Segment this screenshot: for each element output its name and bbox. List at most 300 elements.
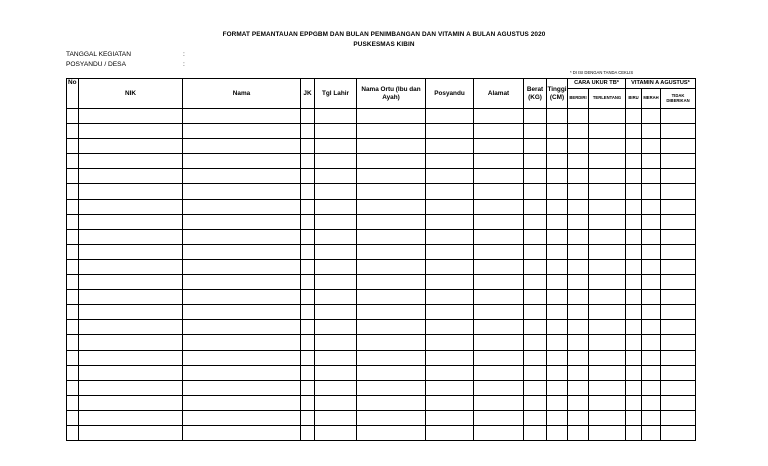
table-cell[interactable]	[547, 109, 568, 124]
table-cell[interactable]	[568, 335, 589, 350]
table-cell[interactable]	[589, 365, 626, 380]
table-cell[interactable]	[183, 109, 301, 124]
table-cell[interactable]	[661, 139, 696, 154]
table-cell[interactable]	[642, 229, 661, 244]
table-cell[interactable]	[474, 154, 524, 169]
table-cell[interactable]	[642, 184, 661, 199]
table-cell[interactable]	[357, 425, 426, 440]
table-cell[interactable]	[524, 380, 547, 395]
table-cell[interactable]	[568, 229, 589, 244]
table-cell[interactable]	[183, 199, 301, 214]
table-cell[interactable]	[301, 350, 315, 365]
table-cell[interactable]	[547, 425, 568, 440]
table-cell[interactable]	[183, 184, 301, 199]
table-cell[interactable]	[79, 320, 183, 335]
table-cell[interactable]	[661, 169, 696, 184]
table-cell[interactable]	[568, 380, 589, 395]
table-cell[interactable]	[357, 259, 426, 274]
table-cell[interactable]	[626, 425, 642, 440]
table-cell[interactable]	[183, 229, 301, 244]
table-cell[interactable]	[79, 199, 183, 214]
table-cell[interactable]	[642, 244, 661, 259]
table-cell[interactable]	[589, 259, 626, 274]
table-cell[interactable]	[315, 365, 357, 380]
table-cell[interactable]	[474, 169, 524, 184]
table-cell[interactable]	[547, 214, 568, 229]
table-cell[interactable]	[589, 124, 626, 139]
table-cell[interactable]	[426, 335, 474, 350]
table-cell[interactable]	[79, 335, 183, 350]
table-cell[interactable]	[67, 275, 79, 290]
table-cell[interactable]	[626, 305, 642, 320]
table-cell[interactable]	[426, 184, 474, 199]
table-cell[interactable]	[79, 275, 183, 290]
table-cell[interactable]	[568, 214, 589, 229]
table-cell[interactable]	[301, 199, 315, 214]
table-cell[interactable]	[315, 199, 357, 214]
table-cell[interactable]	[661, 395, 696, 410]
table-cell[interactable]	[568, 169, 589, 184]
table-cell[interactable]	[301, 410, 315, 425]
table-cell[interactable]	[315, 184, 357, 199]
table-cell[interactable]	[568, 395, 589, 410]
table-cell[interactable]	[547, 184, 568, 199]
table-cell[interactable]	[524, 139, 547, 154]
table-cell[interactable]	[626, 410, 642, 425]
table-cell[interactable]	[524, 199, 547, 214]
table-cell[interactable]	[661, 335, 696, 350]
table-cell[interactable]	[357, 169, 426, 184]
table-cell[interactable]	[547, 154, 568, 169]
table-cell[interactable]	[183, 124, 301, 139]
table-cell[interactable]	[315, 214, 357, 229]
table-cell[interactable]	[79, 139, 183, 154]
table-cell[interactable]	[474, 139, 524, 154]
table-cell[interactable]	[315, 290, 357, 305]
table-cell[interactable]	[426, 275, 474, 290]
table-cell[interactable]	[642, 154, 661, 169]
table-cell[interactable]	[426, 290, 474, 305]
table-cell[interactable]	[301, 244, 315, 259]
table-cell[interactable]	[67, 214, 79, 229]
table-cell[interactable]	[589, 305, 626, 320]
table-cell[interactable]	[301, 365, 315, 380]
table-cell[interactable]	[315, 425, 357, 440]
table-cell[interactable]	[642, 410, 661, 425]
table-cell[interactable]	[315, 139, 357, 154]
table-cell[interactable]	[474, 259, 524, 274]
table-cell[interactable]	[426, 139, 474, 154]
table-cell[interactable]	[357, 214, 426, 229]
table-cell[interactable]	[301, 139, 315, 154]
table-cell[interactable]	[642, 290, 661, 305]
table-cell[interactable]	[524, 244, 547, 259]
table-cell[interactable]	[547, 244, 568, 259]
table-cell[interactable]	[568, 259, 589, 274]
table-cell[interactable]	[315, 410, 357, 425]
table-cell[interactable]	[568, 365, 589, 380]
table-cell[interactable]	[426, 380, 474, 395]
table-cell[interactable]	[626, 184, 642, 199]
table-cell[interactable]	[589, 214, 626, 229]
table-cell[interactable]	[183, 365, 301, 380]
table-cell[interactable]	[547, 335, 568, 350]
table-cell[interactable]	[589, 380, 626, 395]
table-cell[interactable]	[568, 410, 589, 425]
table-cell[interactable]	[67, 395, 79, 410]
table-cell[interactable]	[357, 229, 426, 244]
table-cell[interactable]	[524, 365, 547, 380]
table-cell[interactable]	[524, 350, 547, 365]
table-cell[interactable]	[301, 214, 315, 229]
table-cell[interactable]	[474, 320, 524, 335]
table-cell[interactable]	[67, 229, 79, 244]
table-cell[interactable]	[661, 275, 696, 290]
table-cell[interactable]	[642, 365, 661, 380]
table-cell[interactable]	[589, 229, 626, 244]
table-cell[interactable]	[357, 380, 426, 395]
table-cell[interactable]	[524, 259, 547, 274]
table-cell[interactable]	[547, 365, 568, 380]
table-cell[interactable]	[661, 229, 696, 244]
table-cell[interactable]	[183, 139, 301, 154]
table-cell[interactable]	[589, 425, 626, 440]
table-cell[interactable]	[589, 275, 626, 290]
table-cell[interactable]	[568, 425, 589, 440]
table-cell[interactable]	[301, 290, 315, 305]
table-cell[interactable]	[357, 350, 426, 365]
table-cell[interactable]	[547, 395, 568, 410]
table-cell[interactable]	[301, 425, 315, 440]
table-cell[interactable]	[183, 380, 301, 395]
table-cell[interactable]	[301, 124, 315, 139]
table-cell[interactable]	[426, 109, 474, 124]
table-cell[interactable]	[547, 320, 568, 335]
table-cell[interactable]	[626, 290, 642, 305]
table-cell[interactable]	[301, 184, 315, 199]
table-cell[interactable]	[301, 305, 315, 320]
table-cell[interactable]	[626, 109, 642, 124]
table-cell[interactable]	[357, 139, 426, 154]
table-cell[interactable]	[79, 229, 183, 244]
table-cell[interactable]	[426, 305, 474, 320]
table-cell[interactable]	[67, 184, 79, 199]
table-cell[interactable]	[301, 275, 315, 290]
table-cell[interactable]	[568, 199, 589, 214]
table-cell[interactable]	[183, 259, 301, 274]
table-cell[interactable]	[589, 395, 626, 410]
table-cell[interactable]	[315, 395, 357, 410]
table-cell[interactable]	[626, 214, 642, 229]
table-cell[interactable]	[301, 259, 315, 274]
table-cell[interactable]	[183, 320, 301, 335]
table-cell[interactable]	[67, 124, 79, 139]
table-cell[interactable]	[315, 320, 357, 335]
table-cell[interactable]	[642, 380, 661, 395]
table-cell[interactable]	[474, 214, 524, 229]
table-cell[interactable]	[183, 335, 301, 350]
table-cell[interactable]	[474, 199, 524, 214]
table-cell[interactable]	[589, 109, 626, 124]
table-cell[interactable]	[79, 380, 183, 395]
table-cell[interactable]	[79, 109, 183, 124]
table-cell[interactable]	[589, 199, 626, 214]
table-cell[interactable]	[642, 199, 661, 214]
table-cell[interactable]	[524, 425, 547, 440]
table-cell[interactable]	[67, 169, 79, 184]
table-cell[interactable]	[661, 154, 696, 169]
table-cell[interactable]	[474, 395, 524, 410]
table-cell[interactable]	[661, 259, 696, 274]
table-cell[interactable]	[642, 139, 661, 154]
table-cell[interactable]	[589, 335, 626, 350]
table-cell[interactable]	[589, 410, 626, 425]
table-cell[interactable]	[67, 410, 79, 425]
table-cell[interactable]	[547, 275, 568, 290]
table-cell[interactable]	[67, 335, 79, 350]
table-cell[interactable]	[357, 395, 426, 410]
table-cell[interactable]	[79, 244, 183, 259]
table-cell[interactable]	[67, 244, 79, 259]
table-cell[interactable]	[183, 425, 301, 440]
table-cell[interactable]	[568, 109, 589, 124]
table-cell[interactable]	[524, 169, 547, 184]
table-cell[interactable]	[315, 305, 357, 320]
table-cell[interactable]	[547, 410, 568, 425]
table-cell[interactable]	[79, 290, 183, 305]
table-cell[interactable]	[315, 350, 357, 365]
table-cell[interactable]	[67, 259, 79, 274]
table-cell[interactable]	[474, 350, 524, 365]
table-cell[interactable]	[474, 124, 524, 139]
table-cell[interactable]	[524, 184, 547, 199]
table-cell[interactable]	[642, 335, 661, 350]
table-cell[interactable]	[67, 109, 79, 124]
table-cell[interactable]	[626, 380, 642, 395]
table-cell[interactable]	[357, 109, 426, 124]
table-cell[interactable]	[474, 425, 524, 440]
table-cell[interactable]	[626, 244, 642, 259]
table-cell[interactable]	[79, 154, 183, 169]
table-cell[interactable]	[524, 109, 547, 124]
table-cell[interactable]	[547, 124, 568, 139]
table-cell[interactable]	[79, 410, 183, 425]
table-cell[interactable]	[524, 305, 547, 320]
table-cell[interactable]	[524, 275, 547, 290]
table-cell[interactable]	[474, 335, 524, 350]
table-cell[interactable]	[589, 290, 626, 305]
table-cell[interactable]	[474, 275, 524, 290]
table-cell[interactable]	[301, 109, 315, 124]
table-cell[interactable]	[426, 199, 474, 214]
table-cell[interactable]	[315, 229, 357, 244]
table-cell[interactable]	[474, 365, 524, 380]
table-cell[interactable]	[183, 305, 301, 320]
table-cell[interactable]	[547, 305, 568, 320]
table-cell[interactable]	[568, 305, 589, 320]
table-cell[interactable]	[568, 124, 589, 139]
table-cell[interactable]	[661, 290, 696, 305]
table-cell[interactable]	[661, 365, 696, 380]
table-cell[interactable]	[661, 199, 696, 214]
table-cell[interactable]	[626, 350, 642, 365]
table-cell[interactable]	[626, 320, 642, 335]
table-cell[interactable]	[589, 139, 626, 154]
table-cell[interactable]	[524, 410, 547, 425]
table-cell[interactable]	[426, 259, 474, 274]
table-cell[interactable]	[357, 154, 426, 169]
table-cell[interactable]	[426, 320, 474, 335]
table-cell[interactable]	[661, 350, 696, 365]
table-cell[interactable]	[474, 229, 524, 244]
table-cell[interactable]	[183, 214, 301, 229]
table-cell[interactable]	[661, 320, 696, 335]
table-cell[interactable]	[626, 124, 642, 139]
table-cell[interactable]	[626, 199, 642, 214]
table-cell[interactable]	[183, 290, 301, 305]
table-cell[interactable]	[642, 395, 661, 410]
table-cell[interactable]	[474, 244, 524, 259]
table-cell[interactable]	[626, 365, 642, 380]
table-cell[interactable]	[642, 350, 661, 365]
table-cell[interactable]	[426, 154, 474, 169]
table-cell[interactable]	[301, 335, 315, 350]
table-cell[interactable]	[626, 229, 642, 244]
table-cell[interactable]	[67, 365, 79, 380]
table-cell[interactable]	[79, 395, 183, 410]
table-cell[interactable]	[589, 184, 626, 199]
table-cell[interactable]	[524, 154, 547, 169]
table-cell[interactable]	[626, 335, 642, 350]
table-cell[interactable]	[315, 124, 357, 139]
table-cell[interactable]	[474, 109, 524, 124]
table-cell[interactable]	[67, 139, 79, 154]
table-cell[interactable]	[626, 395, 642, 410]
table-cell[interactable]	[568, 275, 589, 290]
table-cell[interactable]	[357, 290, 426, 305]
table-cell[interactable]	[67, 290, 79, 305]
table-cell[interactable]	[67, 380, 79, 395]
table-cell[interactable]	[524, 214, 547, 229]
table-cell[interactable]	[642, 320, 661, 335]
table-cell[interactable]	[67, 199, 79, 214]
table-cell[interactable]	[426, 350, 474, 365]
table-cell[interactable]	[568, 350, 589, 365]
table-cell[interactable]	[474, 410, 524, 425]
table-cell[interactable]	[67, 350, 79, 365]
table-cell[interactable]	[315, 154, 357, 169]
table-cell[interactable]	[315, 259, 357, 274]
table-cell[interactable]	[524, 124, 547, 139]
table-cell[interactable]	[474, 184, 524, 199]
table-cell[interactable]	[661, 425, 696, 440]
table-cell[interactable]	[301, 320, 315, 335]
table-cell[interactable]	[67, 154, 79, 169]
table-cell[interactable]	[524, 229, 547, 244]
table-cell[interactable]	[589, 350, 626, 365]
table-cell[interactable]	[547, 139, 568, 154]
table-cell[interactable]	[357, 335, 426, 350]
table-cell[interactable]	[426, 395, 474, 410]
table-cell[interactable]	[568, 244, 589, 259]
table-cell[interactable]	[626, 154, 642, 169]
table-cell[interactable]	[79, 259, 183, 274]
table-cell[interactable]	[547, 199, 568, 214]
table-cell[interactable]	[524, 335, 547, 350]
table-cell[interactable]	[67, 425, 79, 440]
table-cell[interactable]	[183, 169, 301, 184]
table-cell[interactable]	[79, 305, 183, 320]
table-cell[interactable]	[589, 244, 626, 259]
table-cell[interactable]	[315, 335, 357, 350]
table-cell[interactable]	[301, 380, 315, 395]
table-cell[interactable]	[79, 184, 183, 199]
table-cell[interactable]	[357, 244, 426, 259]
table-cell[interactable]	[357, 365, 426, 380]
table-cell[interactable]	[568, 154, 589, 169]
table-cell[interactable]	[524, 290, 547, 305]
table-cell[interactable]	[426, 425, 474, 440]
table-cell[interactable]	[301, 154, 315, 169]
table-cell[interactable]	[67, 320, 79, 335]
table-cell[interactable]	[79, 169, 183, 184]
table-cell[interactable]	[315, 169, 357, 184]
table-cell[interactable]	[426, 410, 474, 425]
table-cell[interactable]	[661, 109, 696, 124]
table-cell[interactable]	[315, 380, 357, 395]
table-cell[interactable]	[426, 229, 474, 244]
table-cell[interactable]	[642, 305, 661, 320]
table-cell[interactable]	[474, 305, 524, 320]
table-cell[interactable]	[357, 275, 426, 290]
table-cell[interactable]	[183, 395, 301, 410]
table-cell[interactable]	[589, 169, 626, 184]
table-cell[interactable]	[661, 410, 696, 425]
table-cell[interactable]	[79, 350, 183, 365]
table-cell[interactable]	[183, 275, 301, 290]
table-cell[interactable]	[589, 320, 626, 335]
table-cell[interactable]	[301, 229, 315, 244]
table-cell[interactable]	[426, 214, 474, 229]
table-cell[interactable]	[315, 275, 357, 290]
table-cell[interactable]	[642, 124, 661, 139]
table-cell[interactable]	[626, 169, 642, 184]
table-cell[interactable]	[547, 259, 568, 274]
table-cell[interactable]	[568, 320, 589, 335]
table-cell[interactable]	[426, 365, 474, 380]
table-cell[interactable]	[642, 214, 661, 229]
table-cell[interactable]	[589, 154, 626, 169]
table-cell[interactable]	[568, 290, 589, 305]
table-cell[interactable]	[661, 184, 696, 199]
table-cell[interactable]	[315, 109, 357, 124]
table-cell[interactable]	[183, 244, 301, 259]
table-cell[interactable]	[357, 124, 426, 139]
table-cell[interactable]	[642, 275, 661, 290]
table-cell[interactable]	[626, 259, 642, 274]
table-cell[interactable]	[661, 380, 696, 395]
table-cell[interactable]	[547, 380, 568, 395]
table-cell[interactable]	[426, 244, 474, 259]
table-cell[interactable]	[474, 380, 524, 395]
table-cell[interactable]	[357, 305, 426, 320]
table-cell[interactable]	[661, 124, 696, 139]
table-cell[interactable]	[626, 275, 642, 290]
table-cell[interactable]	[183, 154, 301, 169]
table-cell[interactable]	[642, 109, 661, 124]
table-cell[interactable]	[315, 244, 357, 259]
table-cell[interactable]	[661, 305, 696, 320]
